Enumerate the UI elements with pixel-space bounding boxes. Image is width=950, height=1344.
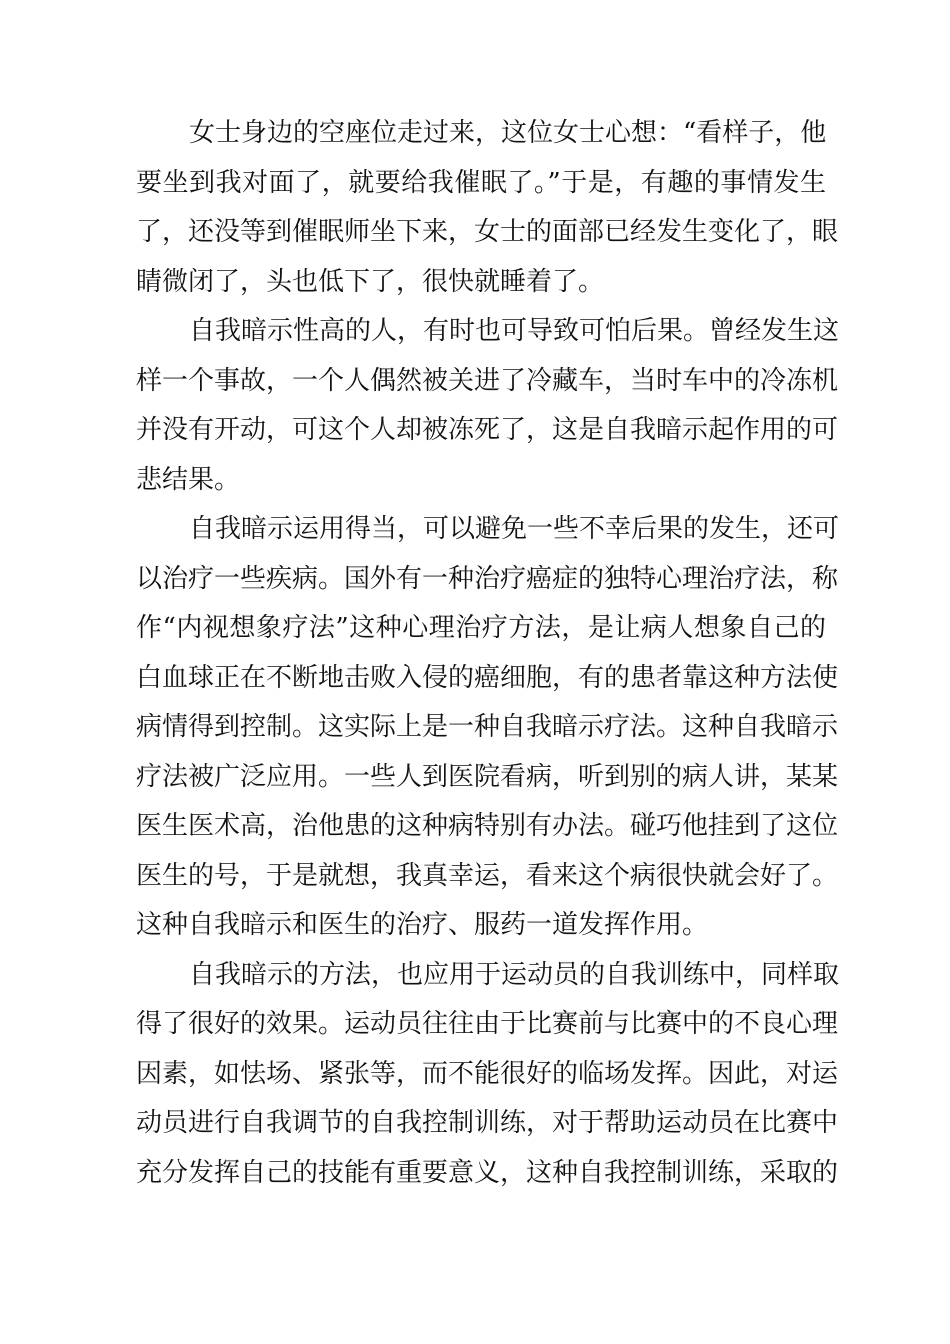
text-line: 得了很好的效果。运动员往往由于比赛前与比赛中的不良心理 [136,1009,839,1039]
text-line: 样一个事故，一个人偶然被关进了冷藏车，当时车中的冷冻机 [136,365,839,396]
text-line: 并没有开动，可这个人却被冻死了，这是自我暗示起作用的可 [136,415,839,445]
text-line: 病情得到控制。这实际上是一种自我暗示疗法。这种自我暗示 [136,712,839,742]
text-line: 要坐到我对面了，就要给我催眠了。”于是，有趣的事情发生 [136,167,826,198]
text-line: 睛微闭了，头也低下了，很快就睡着了。 [136,266,605,297]
text-line: 医生的号，于是就想，我真幸运，看来这个病很快就会好了。 [136,860,839,891]
paragraph-4 [136,951,840,1199]
text-line: 女士身边的空座位走过来，这位女士心想：“看样子，他 [189,118,827,148]
text-line: 作“内视想象疗法”这种心理治疗方法，是让病人想象自己的 [136,613,826,643]
text-line: 自我暗示性高的人，有时也可导致可怕后果。曾经发生这 [189,316,840,346]
body-text [136,109,840,1198]
text-line: 白血球正在不断地击败入侵的癌细胞，有的患者靠这种方法使 [136,662,839,693]
paragraph-1 [136,109,839,307]
paragraph-2 [136,307,840,505]
text-line: 充分发挥自己的技能有重要意义，这种自我控制训练，采取的 [136,1157,839,1188]
text-line: 医生医术高，治他患的这种病特别有办法。碰巧他挂到了这位 [136,811,839,841]
text-line: 疗法被广泛应用。一些人到医院看病，听到别的病人讲，某某 [136,761,839,792]
text-line: 因素，如怯场、紧张等，而不能很好的临场发挥。因此，对运 [136,1058,839,1089]
paragraph-3 [136,505,840,951]
text-line: 以治疗一些疾病。国外有一种治疗癌症的独特心理治疗法，称 [136,563,839,594]
text-line: 悲结果。 [136,464,241,495]
text-line: 自我暗示的方法，也应用于运动员的自我训练中，同样取 [189,959,840,990]
text-line: 这种自我暗示和医生的治疗、服药一道发挥作用。 [136,910,709,940]
text-line: 自我暗示运用得当，可以避免一些不幸后果的发生，还可 [189,514,840,544]
text-line: 了，还没等到催眠师坐下来，女士的面部已经发生变化了，眼 [136,217,839,247]
text-line: 动员进行自我调节的自我控制训练，对于帮助运动员在比赛中 [136,1108,839,1138]
